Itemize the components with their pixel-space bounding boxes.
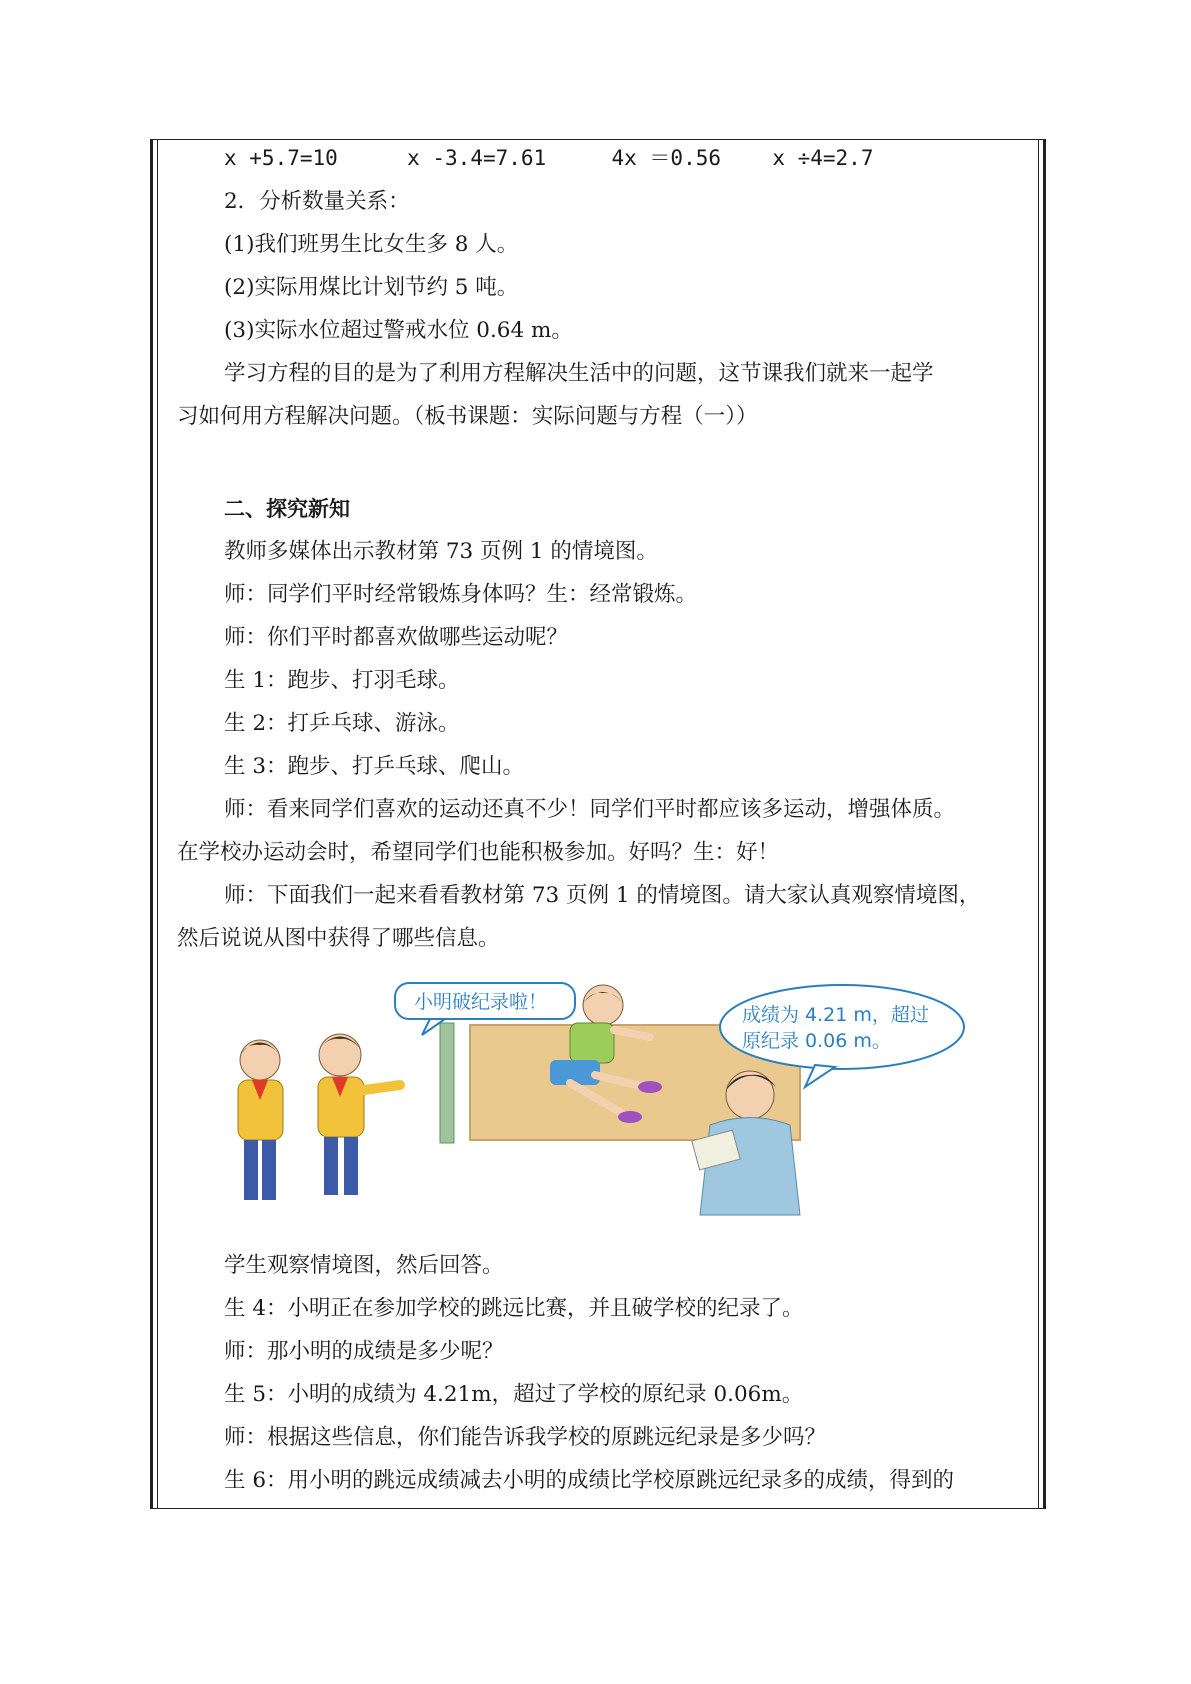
boy-figure	[238, 1040, 283, 1200]
bubble-right-line1: 成绩为 4.21 m，超过	[742, 1004, 929, 1026]
take-off-board	[440, 1023, 454, 1143]
equation-3: 4x ＝0.56	[611, 146, 722, 170]
bubble-left-text: 小明破纪录啦！	[414, 991, 548, 1013]
text-line: 学生观察情境图，然后回答。	[224, 1253, 504, 1278]
text-line: 师：同学们平时经常锻炼身体吗？生：经常锻炼。	[224, 582, 698, 607]
girl-figure	[318, 1034, 400, 1195]
text-line: 生 5：小明的成绩为 4.21m，超过了学校的原纪录 0.06m。	[224, 1382, 804, 1407]
section-heading: 二、探究新知	[224, 497, 350, 521]
text-line: 生 2：打乒乓球、游泳。	[224, 711, 460, 736]
text-line: 2．分析数量关系：	[224, 189, 410, 214]
text-line: (2)实际用煤比计划节约 5 吨。	[224, 275, 519, 300]
speech-bubble-right	[720, 985, 964, 1069]
text-line: 生 1：跑步、打羽毛球。	[224, 668, 460, 693]
text-line: 然后说说从图中获得了哪些信息。	[177, 926, 500, 951]
text-line: 在学校办运动会时，希望同学们也能积极参加。好吗？生：好！	[177, 840, 780, 865]
text-line: 生 6：用小明的跳远成绩减去小明的成绩比学校原跳远纪录多的成绩，得到的	[224, 1468, 955, 1493]
text-line: (1)我们班男生比女生多 8 人。	[224, 232, 519, 257]
equation-1: x +5.7=10	[224, 146, 338, 170]
text-line: (3)实际水位超过警戒水位 0.64 m。	[224, 318, 573, 343]
text-line: 教师多媒体出示教材第 73 页例 1 的情境图。	[224, 539, 658, 564]
equation-2: x -3.4=7.61	[407, 146, 547, 170]
text-line: 生 3：跑步、打乒乓球、爬山。	[224, 754, 525, 779]
bubble-right-line2: 原纪录 0.06 m。	[742, 1030, 891, 1052]
text-line: 师：那小明的成绩是多少呢？	[224, 1339, 504, 1364]
text-line: 习如何用方程解决问题。（板书课题：实际问题与方程（一））	[177, 404, 758, 429]
text-line: 生 4：小明正在参加学校的跳远比赛，并且破学校的纪录了。	[224, 1296, 804, 1321]
text-line: 师：根据这些信息，你们能告诉我学校的原跳远纪录是多少吗？	[224, 1425, 827, 1450]
text-line: 学习方程的目的是为了利用方程解决生活中的问题，这节课我们就来一起学	[224, 361, 934, 386]
long-jump-illustration	[230, 975, 1010, 1240]
text-line: 师：看来同学们喜欢的运动还真不少！同学们平时都应该多运动，增强体质。	[224, 797, 956, 822]
text-line: 师：下面我们一起来看看教材第 73 页例 1 的情境图。请大家认真观察情境图，	[224, 883, 981, 908]
text-line: 师：你们平时都喜欢做哪些运动呢？	[224, 625, 569, 650]
equation-4: x ÷4=2.7	[772, 146, 874, 170]
equations-row	[224, 143, 873, 173]
